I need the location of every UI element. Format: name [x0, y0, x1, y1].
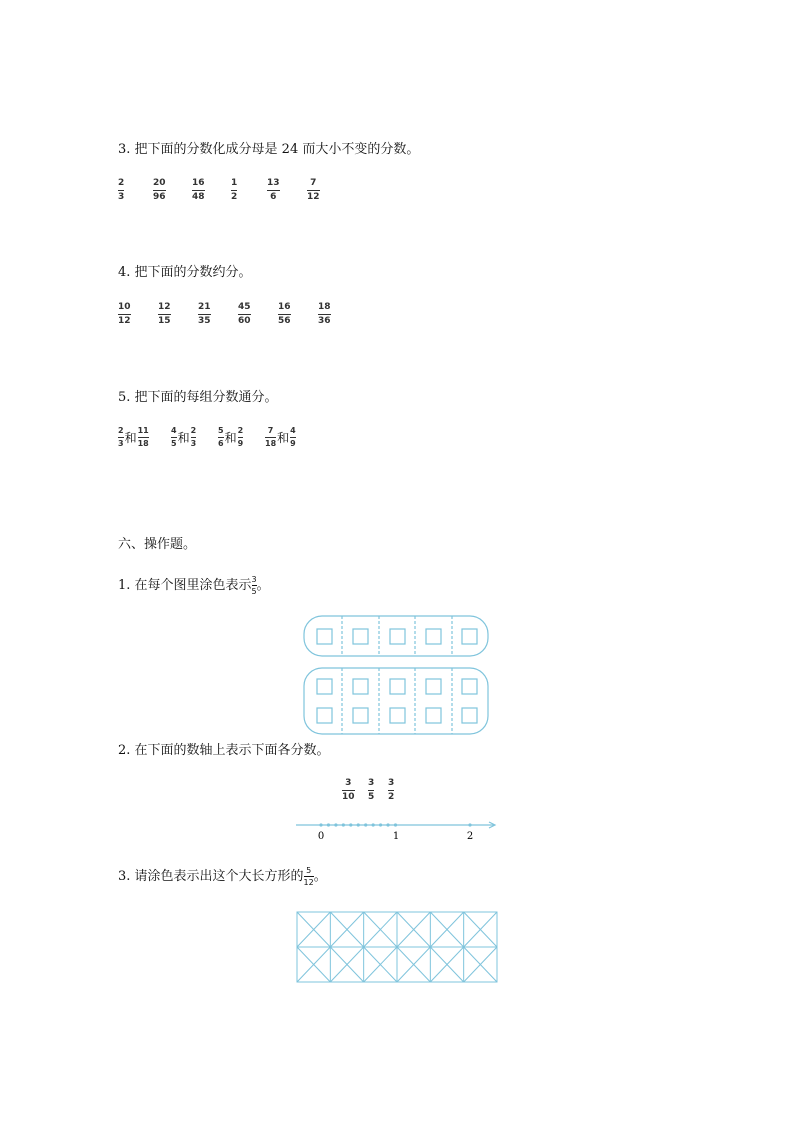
q1-fraction: $\frac{3}{5}$ — [251, 575, 257, 596]
small-square — [317, 708, 332, 723]
axis-tick-dot — [394, 823, 397, 826]
axis-tick-dot — [327, 823, 330, 826]
q1-text: 1. 在每个图里涂色表示 — [118, 578, 252, 593]
axis-tick-dot — [319, 823, 322, 826]
box-two-rows — [304, 668, 488, 734]
axis-tick-dot — [349, 823, 352, 826]
axis-label-0: 0 — [317, 831, 325, 842]
pair-fraction: $\frac{2}{3}$ — [190, 426, 197, 448]
q1-period: 。 — [256, 578, 270, 593]
pair-fraction: $\frac{4}{9}$ — [290, 426, 296, 448]
q2-fraction: 3 10 — [342, 778, 355, 802]
q3b-text: 3. 请涂色表示出这个大长方形的 — [118, 869, 304, 884]
fraction-pair — [118, 426, 149, 448]
pair-fraction: $\frac{11}{18}$ — [137, 426, 149, 448]
pair-fraction: $\frac{7}{18}$ — [265, 426, 277, 448]
shading-figure — [300, 612, 494, 740]
small-square — [462, 629, 477, 644]
number-line — [294, 815, 500, 845]
question-3-text: 3. 把下面的分数化成分母是 24 而大小不变的分数。 — [118, 142, 420, 157]
axis-tick-dot — [468, 823, 471, 826]
axis-tick-dot — [357, 823, 360, 826]
pair-fraction: $\frac{5}{6}$ — [218, 426, 224, 448]
operation-question-2: 2. 在下面的数轴上表示下面各分数。 — [118, 743, 330, 758]
axis-label-2: 2 — [466, 831, 474, 842]
q3-fraction: 16 48 — [192, 178, 205, 202]
q3-fraction: 2 3 — [118, 178, 125, 202]
small-square — [462, 708, 477, 723]
small-square — [462, 679, 477, 694]
pair-fraction: $\frac{4}{5}$ — [171, 426, 177, 448]
and-word: 和 — [124, 430, 137, 445]
q3-fraction: 20 96 — [153, 178, 166, 202]
axis-tick-dot — [364, 823, 367, 826]
q4-fraction: 18 36 — [318, 302, 331, 326]
q3b-fraction: $\frac{5}{12}$ — [303, 866, 314, 887]
pair-fraction: $\frac{2}{3}$ — [118, 426, 124, 448]
q4-fraction: 10 12 — [118, 302, 131, 326]
axis-tick-dot — [334, 823, 337, 826]
axis-tick-dot — [379, 823, 382, 826]
and-word: 和 — [177, 430, 190, 445]
fraction-pair — [171, 426, 196, 448]
operation-question-3 — [118, 866, 327, 887]
fraction-pair — [265, 426, 296, 448]
small-square — [426, 679, 441, 694]
operation-question-1 — [118, 575, 270, 596]
q2-fraction: 3 5 — [368, 778, 375, 802]
small-square — [317, 629, 332, 644]
big-rectangle-grid — [295, 910, 499, 984]
q3b-period: 。 — [313, 869, 327, 884]
question-4-text: 4. 把下面的分数约分。 — [118, 265, 252, 280]
axis-label-1: 1 — [392, 831, 400, 842]
and-word: 和 — [277, 430, 290, 445]
small-square — [353, 679, 368, 694]
small-square — [353, 708, 368, 723]
axis-tick-dot — [372, 823, 375, 826]
q4-fraction: 21 35 — [198, 302, 211, 326]
axis-tick-dot — [386, 823, 389, 826]
small-square — [390, 708, 405, 723]
small-square — [390, 679, 405, 694]
small-square — [426, 629, 441, 644]
small-square — [353, 629, 368, 644]
small-square — [426, 708, 441, 723]
q4-fraction: 12 15 — [158, 302, 171, 326]
q3-fraction: 7 12 — [307, 178, 320, 202]
q2-fraction: 3 2 — [388, 778, 395, 802]
small-square — [317, 679, 332, 694]
axis-tick-dot — [342, 823, 345, 826]
section-6-heading: 六、操作题。 — [118, 537, 197, 552]
small-square — [390, 629, 405, 644]
q3-fraction: 13 6 — [267, 178, 280, 202]
question-5-text: 5. 把下面的每组分数通分。 — [118, 390, 278, 405]
pair-fraction: $\frac{2}{9}$ — [237, 426, 244, 448]
q3-fraction: 1 2 — [231, 178, 238, 202]
and-word: 和 — [224, 430, 237, 445]
q4-fraction: 45 60 — [238, 302, 251, 326]
q4-fraction: 16 56 — [278, 302, 291, 326]
fraction-pair — [218, 426, 243, 448]
